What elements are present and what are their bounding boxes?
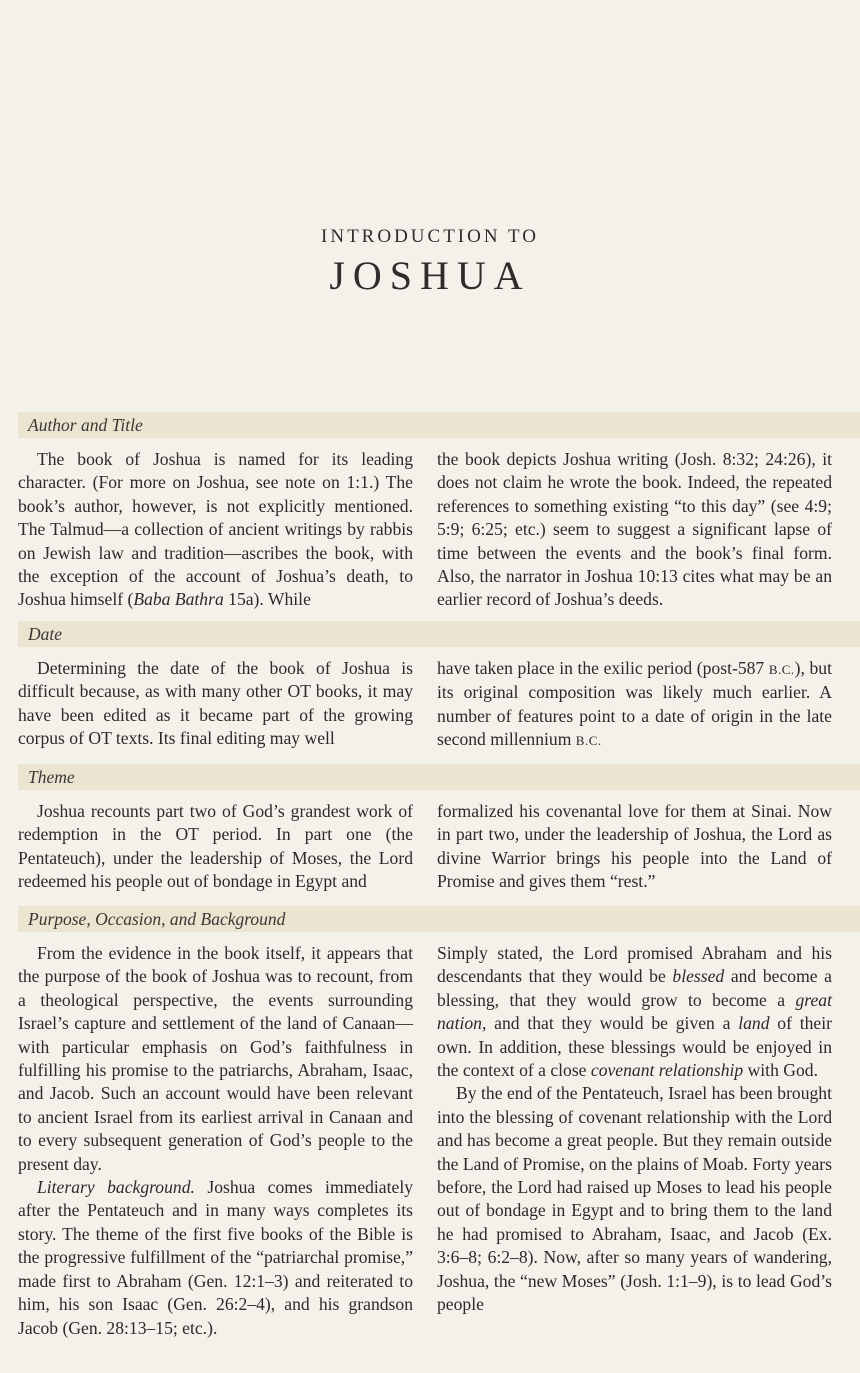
- text-run: The book of Joshua is named for its leading character. (For more on Joshua, see note on 1:1.) The book’s author, however, is not explicitly mentioned. The Talmud—a collection of ancient writings by rabbis on Jewish law and tradition—ascribes the book, with the exception of the account of Joshua’s death, to Joshua himself (: [18, 449, 413, 610]
- italic-run: land: [738, 1013, 770, 1034]
- purpose-paragraph: [437, 942, 832, 1082]
- text-run: Joshua comes immediately after the Pentateuch and in many ways completes its story. The theme of the first five books of the Bible is the progressive fulfillment of the “patriarchal promise,” made first to Abraham (Gen. 12:1–3) and reiterated to him, his son Isaac (Gen. 26:2–4), and his grandson Jacob (Gen. 28:13–15; etc.).: [18, 1177, 414, 1338]
- small-caps-run: B.C.: [575, 733, 602, 749]
- section-heading-label: Author and Title: [28, 415, 143, 435]
- title-kicker: INTRODUCTION TO: [321, 226, 539, 247]
- text-run: ), but its original composition was likely much earlier. A number of features point to a date of origin in the late second millennium: [437, 658, 832, 750]
- text-run: have taken place in the exilic period (post-587: [437, 658, 769, 678]
- purpose-paragraph: By the end of the Pentateuch, Israel has been brought into the blessing of covenant relationship with the Lord and has become a great people. But they remain outside the Land of Promise, on the plains of Moab. Forty years before, the Lord had raised up Moses to lead his people out of bondage in Egypt and to bring them to the land he had promised to Abraham, Isaac, and Jacob (Ex. 3:6–8; 6:2–8). Now, after so many years of wandering, Joshua, the “new Moses” (Josh. 1:1–9), is to lead God’s people: [437, 1083, 832, 1315]
- section-heading-date: [18, 621, 860, 647]
- purpose-left-column: [18, 942, 413, 1340]
- page-title: JOSHUA: [329, 253, 531, 298]
- author-left-column: [18, 448, 413, 612]
- author-right-column: [437, 448, 832, 612]
- section-heading-purpose: [18, 906, 860, 932]
- section-heading-label: Purpose, Occasion, and Background: [28, 909, 286, 929]
- italic-run: great nation: [437, 989, 832, 1034]
- italic-run: blessed: [672, 966, 725, 987]
- purpose-paragraph: [18, 1176, 413, 1340]
- purpose-paragraph: From the evidence in the book itself, it appears that the purpose of the book of Joshua was to recount, from a theological perspective, the events surrounding Israel’s capture and settlement of the land of Canaan—with particular emphasis on God’s faithfulness in fulfilling his promise to the patriarchs, Abraham, Isaac, and Jacob. Such an account would have been relevant to ancient Israel from its earliest arrival in Canaan and to every subsequent generation of God’s people to the present day.: [18, 943, 413, 1174]
- italic-run: Literary background.: [37, 1177, 195, 1198]
- italic-run: covenant relationship: [590, 1060, 744, 1081]
- small-caps-run: B.C.: [768, 662, 795, 677]
- section-heading-label: Theme: [28, 767, 75, 787]
- date-paragraph: Determining the date of the book of Joshua is difficult because, as with many other OT books, it may have been edited as it became part of the growing corpus of OT texts. Its final editing may well: [18, 658, 413, 749]
- text-run: with God.: [743, 1060, 818, 1081]
- theme-left-column: [18, 800, 413, 894]
- author-paragraph: [18, 448, 413, 612]
- text-run: of their own. In addition, these blessings would be enjoyed in the context of a close: [437, 1013, 832, 1081]
- date-paragraph: [437, 657, 832, 753]
- text-run: and become a blessing, that they would grow to become a: [437, 966, 832, 1010]
- theme-paragraph: formalized his covenantal love for them at Sinai. Now in part two, under the leadership of Joshua, the Lord as divine Warrior brings his people into the Land of Promise and gives them “rest.”: [437, 801, 832, 892]
- theme-paragraph: Joshua recounts part two of God’s grandest work of redemption in the OT period. In part one (the Pentateuch), under the leadership of Moses, the Lord redeemed his people out of bondage in Egypt and: [18, 801, 413, 892]
- section-heading-theme: [18, 764, 860, 790]
- author-paragraph: the book depicts Joshua writing (Josh. 8:32; 24:26), it does not claim he wrote the book. Indeed, the repeated references to something existing “to this day” (see 4:9; 5:9; 6:25; etc.) seem to suggest a significant lapse of time between the events and the book’s final form. Also, the narrator in Joshua 10:13 cites what may be an earlier record of Joshua’s deeds.: [437, 449, 832, 610]
- date-left-column: [18, 657, 413, 751]
- text-run: 15a). While: [223, 589, 311, 610]
- date-right-column: [437, 657, 832, 753]
- text-run: , and that they would be given a: [481, 1013, 739, 1034]
- section-heading-author: [18, 412, 860, 438]
- theme-right-column: [437, 800, 832, 894]
- text-run: Simply stated, the Lord promised Abraham and his descendants that they would be: [437, 943, 832, 987]
- purpose-right-column: [437, 942, 832, 1317]
- italic-run: Baba Bathra: [133, 589, 224, 610]
- section-heading-label: Date: [28, 624, 63, 644]
